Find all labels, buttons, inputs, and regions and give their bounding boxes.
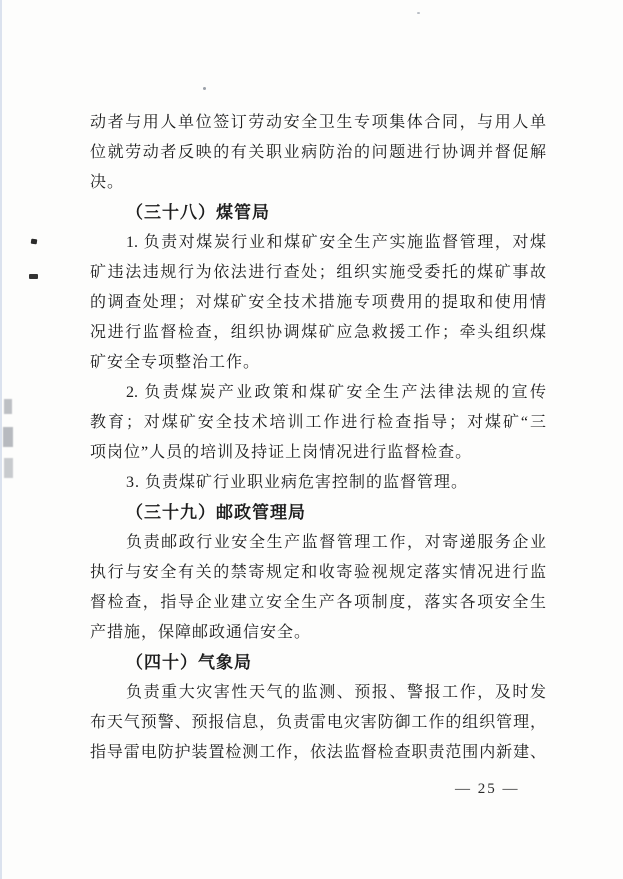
text-line: 指导雷电防护装置检测工作，依法监督检查职责范围内新建、 — [90, 744, 546, 761]
text-line: 2. 负责煤炭产业政策和煤矿安全生产法律法规的宣传 — [126, 384, 546, 401]
section-heading: （三十八）煤管局 — [126, 203, 270, 222]
text-line: 矿违法违规行为依法进行查处；组织实施受委托的煤矿事故 — [90, 264, 546, 281]
text-line: 布天气预警、预报信息，负责雷电灾害防御工作的组织管理， — [90, 714, 546, 731]
text-line: 教育；对煤矿安全技术培训工作进行检查指导；对煤矿“三 — [90, 414, 546, 431]
text-line: 负责重大灾害性天气的监测、预报、警报工作，及时发 — [126, 684, 546, 701]
binding-smudge — [3, 427, 13, 447]
text-line: 项岗位”人员的培训及持证上岗情况进行监督检查。 — [90, 444, 473, 461]
binding-smudge — [4, 458, 13, 478]
text-line: 矿安全专项整治工作。 — [90, 354, 261, 371]
section-heading: （四十）气象局 — [126, 653, 252, 672]
text-line: 的调查处理；对煤矿安全技术措施专项费用的提取和使用情 — [90, 294, 546, 311]
text-line: 产措施，保障邮政通信安全。 — [90, 624, 312, 641]
ink-speck — [31, 239, 38, 245]
scan-edge-line — [0, 0, 2, 879]
text-line: 执行与安全有关的禁寄规定和收寄验视规定落实情况进行监 — [90, 564, 546, 581]
section-heading: （三十九）邮政管理局 — [126, 503, 306, 522]
ink-speck — [29, 274, 38, 279]
text-line: 况进行监督检查，组织协调煤矿应急救援工作；牵头组织煤 — [90, 324, 546, 341]
document-body — [90, 108, 546, 768]
text-line: 决。 — [90, 174, 125, 191]
text-line: 督检查，指导企业建立安全生产各项制度，落实各项安全生 — [90, 594, 546, 611]
text-line: 3. 负责煤矿行业职业病危害控制的监督管理。 — [126, 474, 469, 491]
text-line: 1. 负责对煤炭行业和煤矿安全生产实施监督管理，对煤 — [126, 234, 546, 251]
page-number: — 25 — — [455, 781, 520, 797]
text-line: 负责邮政行业安全生产监督管理工作，对寄递服务企业 — [126, 534, 546, 551]
text-line: 位就劳动者反映的有关职业病防治的问题进行协调并督促解 — [90, 144, 546, 161]
text-line: 动者与用人单位签订劳动安全卫生专项集体合同，与用人单 — [90, 114, 546, 131]
scan-dot — [417, 12, 420, 14]
scan-dot — [203, 87, 206, 90]
binding-smudge — [4, 399, 12, 414]
